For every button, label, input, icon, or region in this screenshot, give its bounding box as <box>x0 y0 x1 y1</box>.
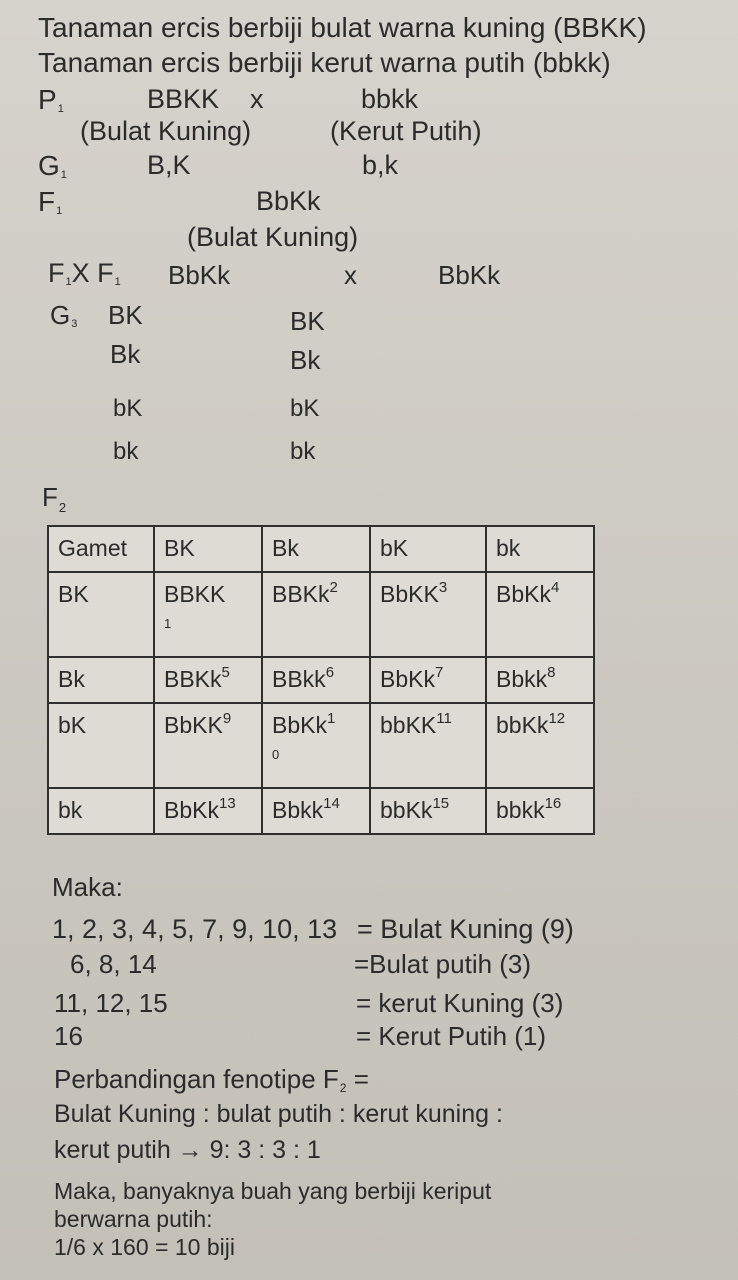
punnett-header-cell: BK <box>154 526 262 572</box>
punnett-row-gamete: bK <box>48 703 154 788</box>
punnett-header-cell: bk <box>486 526 594 572</box>
g1-gamete-1: B,K <box>147 150 191 180</box>
g2-right-gamete: bk <box>290 438 316 465</box>
result-numbers: 1, 2, 3, 4, 5, 7, 9, 10, 13 <box>52 914 338 944</box>
punnett-cell: Bbkk$^{14}$ <box>262 788 370 834</box>
intro-line-1: Tanaman ercis berbiji bulat warna kuning (BBKK) <box>38 12 647 43</box>
g2-right-gamete: BK <box>290 306 325 336</box>
punnett-cell: bbKk$^{15}$ <box>370 788 486 834</box>
punnett-header-cell: bK <box>370 526 486 572</box>
result-maka: Maka: <box>52 872 123 902</box>
punnett-cell: BBKk$^5$ <box>154 657 262 703</box>
ratio-line-2: kerut putih → 9: 3 : 3 : 1 <box>54 1136 321 1164</box>
f1-cross-label: $F_1X$ $F_1$ <box>48 258 121 288</box>
punnett-header-row <box>48 526 594 572</box>
punnett-cell: BBkk$^6$ <box>262 657 370 703</box>
punnett-row <box>48 788 594 834</box>
punnett-cell: BBKK 1 <box>154 572 262 657</box>
punnett-row-gamete: BK <box>48 572 154 657</box>
punnett-row <box>48 572 594 657</box>
result-numbers: 6, 8, 14 <box>70 949 157 979</box>
p1-cross: x <box>250 84 264 114</box>
p1-label: $P_1$ <box>38 84 64 115</box>
p1-parent-2: bbkk <box>361 84 419 114</box>
g2-right-gamete: bK <box>290 395 320 422</box>
result-phenotype: = Bulat Kuning (9) <box>357 914 574 944</box>
g2-left-gamete: Bk <box>110 339 141 369</box>
ratio-line-1: Bulat Kuning : bulat putih : kerut kuning : <box>54 1100 503 1128</box>
punnett-cell: BbKk$^4$ <box>486 572 594 657</box>
g2-left-gamete: bk <box>113 438 139 465</box>
punnett-row <box>48 703 594 788</box>
f1-cross-parent-1: BbKk <box>168 260 231 290</box>
p1-parent-1: BBKK <box>147 84 220 114</box>
punnett-square <box>47 525 595 835</box>
punnett-cell: BbKk$^{13}$ <box>154 788 262 834</box>
result-numbers: 11, 12, 15 <box>54 988 168 1018</box>
g2-left-gamete: BK <box>108 300 143 330</box>
punnett-header-cell: Gamet <box>48 526 154 572</box>
result-phenotype: =Bulat putih (3) <box>354 949 532 979</box>
punnett-cell: bbkk$^{16}$ <box>486 788 594 834</box>
p1-phenotype-1: (Bulat Kuning) <box>80 116 252 146</box>
punnett-row-gamete: Bk <box>48 657 154 703</box>
punnett-cell: BbKK$^9$ <box>154 703 262 788</box>
g2-left-gamete: bK <box>113 395 143 422</box>
f1-cross-parent-2: BbKk <box>438 260 501 290</box>
punnett-cell: Bbkk$^8$ <box>486 657 594 703</box>
g2-right-gamete: Bk <box>290 345 321 375</box>
punnett-cell: BbKK$^3$ <box>370 572 486 657</box>
f1-phenotype: (Bulat Kuning) <box>187 222 359 252</box>
punnett-row-gamete: bk <box>48 788 154 834</box>
punnett-cell: BBKk$^2$ <box>262 572 370 657</box>
result-numbers: 16 <box>54 1021 83 1051</box>
p1-phenotype-2: (Kerut Putih) <box>330 116 482 146</box>
f1-genotype: BbKk <box>256 186 321 216</box>
result-phenotype: = Kerut Putih (1) <box>356 1021 547 1051</box>
punnett-cell: bbKk$^{12}$ <box>486 703 594 788</box>
punnett-row <box>48 657 594 703</box>
g2-label: $G_3$ <box>50 300 78 330</box>
final-line-1: Maka, banyaknya buah yang berbiji keriput <box>54 1178 492 1204</box>
punnett-cell: BbKk$^7$ <box>370 657 486 703</box>
punnett-cell: bbKK$^{11}$ <box>370 703 486 788</box>
g1-gamete-2: b,k <box>362 150 399 180</box>
result-phenotype: = kerut Kuning (3) <box>356 988 564 1018</box>
f1-label: $F_1$ <box>38 186 63 217</box>
ratio-label: Perbandingan fenotipe $F_2$ = <box>54 1064 369 1095</box>
f2-label: $F_2$ <box>42 482 67 515</box>
final-answer: 1/6 x 160 = 10 biji <box>54 1234 235 1260</box>
punnett-cell: BbKk$^1$ 0 <box>262 703 370 788</box>
f1-cross-symbol: x <box>344 260 357 290</box>
punnett-header-cell: Bk <box>262 526 370 572</box>
g1-label: $G_1$ <box>38 150 67 181</box>
intro-line-2: Tanaman ercis berbiji kerut warna putih (bbkk) <box>38 47 611 78</box>
final-line-2: berwarna putih: <box>54 1206 213 1232</box>
